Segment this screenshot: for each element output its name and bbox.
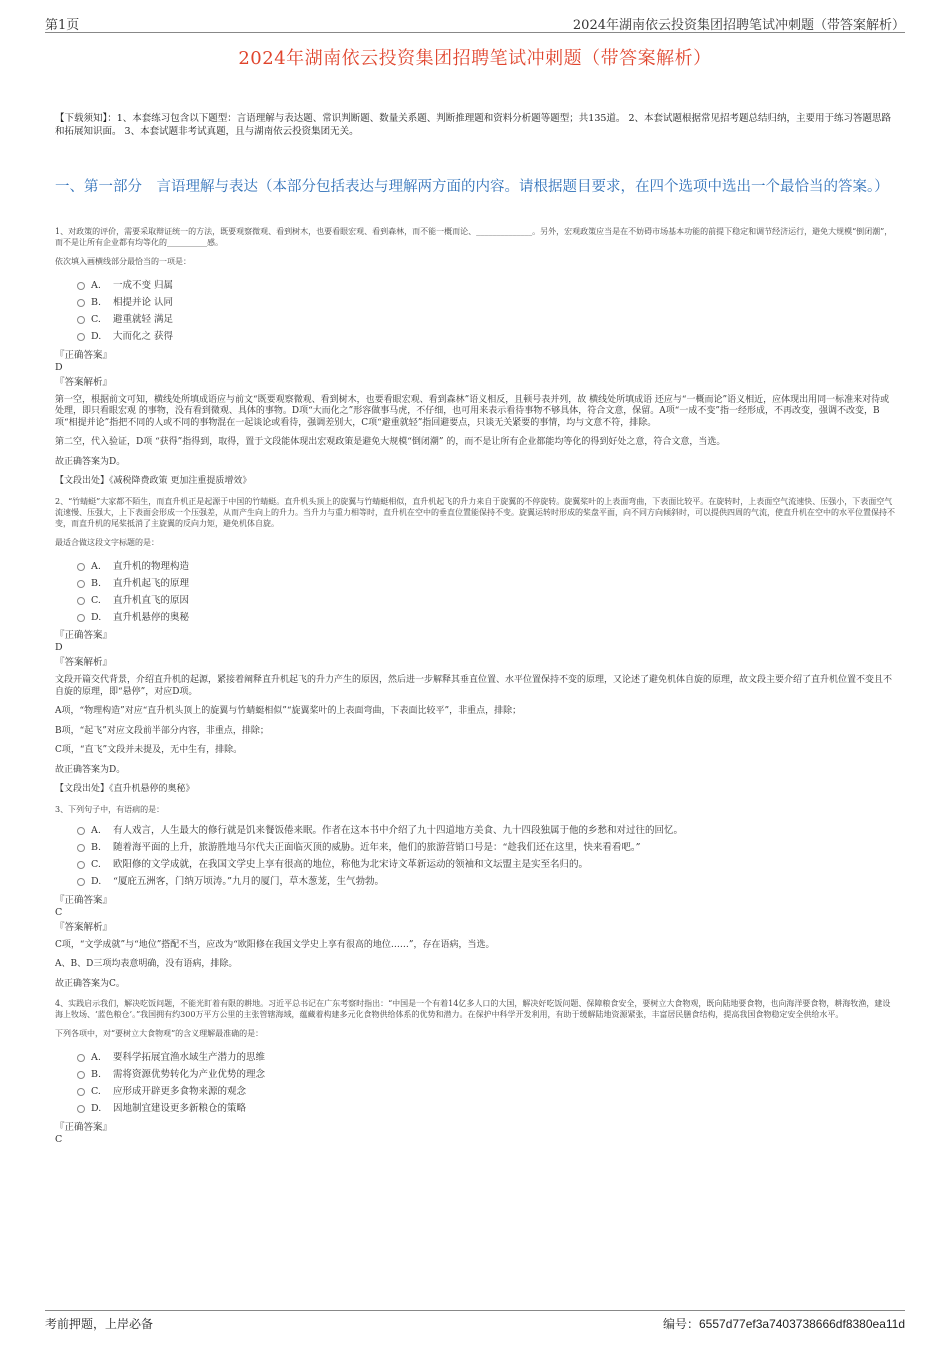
radio-icon[interactable] xyxy=(77,1071,85,1079)
source-note: 【文段出处】《直升机悬停的奥秘》 xyxy=(55,784,195,794)
question-prompt: 依次填入画横线部分最恰当的一项是： xyxy=(55,257,191,266)
answer-value: C xyxy=(55,1133,63,1145)
question-1 xyxy=(55,226,898,488)
radio-icon[interactable] xyxy=(77,878,85,886)
radio-icon[interactable] xyxy=(77,316,85,324)
source-note: 【文段出处】《减税降费政策 更加注重提质增效》 xyxy=(55,476,252,486)
question-2 xyxy=(55,496,898,796)
question-stem: 1、对政策的评价，需要采取辩证统一的方法，既要观察微观、看到树木，也要看眼宏观、看到森林，而不能一概而论、______________。另外，宏观政策应当是在不妨碍市场基本功能的前提下稳定和调节经济运行，避免大规模“倒闭潮”，而不是让所有企业都有均等化的__________感。 xyxy=(55,227,893,247)
analysis-paragraph: C项，“文学成就”与“地位”搭配不当，应改为“欧阳修在我国文学史上享有很高的地位……”，存在语病，当选。 xyxy=(55,939,495,950)
page-footer xyxy=(45,1310,905,1333)
option-a[interactable]: A. 有人戏言，人生最大的修行就是饥来餐饭倦来眠。作者在这本书中介绍了九十四道地方美食、九十四段独属于他的乡愁和对过往的回忆。 xyxy=(77,823,898,840)
analysis-paragraph: 第一空，根据前文可知，横线处所填成语应与前文“既要观察微观、看到树木，也要看眼宏观、看到森林”语义相反，且顿号表并列，故 横线处所填成语 还应与“一概而论”语义相近，应体现出用同一标准来对待或处理，即只看眼宏观 的事物，没有看到微观、具体的事物。D项“大而化之”形容做事马虎，不仔细，也可用来表示看待事物不够具体，符合文意，保留。A项“一成不变”指一经形成，不再改变，强调不改变，B项“相提并论”指把不同的人或不同的事物混在一起谈论或看待，强调差别大，C项“避重就轻”指回避要点，只谈无关紧要的事情，均与文意不符，排除。 xyxy=(55,394,890,428)
option-a[interactable]: A. 一成不变 归属 xyxy=(77,278,898,295)
radio-icon[interactable] xyxy=(77,299,85,307)
question-3 xyxy=(55,804,898,991)
option-list xyxy=(77,558,898,626)
radio-icon[interactable] xyxy=(77,1088,85,1096)
option-list xyxy=(77,278,898,346)
answer-label: 『正确答案』 xyxy=(55,349,113,361)
analysis-paragraph: 故正确答案为D。 xyxy=(55,764,126,775)
analysis-paragraph: 第二空，代入验证，D项 “获得”指得到，取得，置于文段能体现出宏观政策是避免大规模“倒闭潮” 的，而不是让所有企业都能均等化的得到好处之意，符合文意，当选。 xyxy=(55,437,726,447)
option-c[interactable]: C. 欧阳修的文学成就，在我国文学史上享有很高的地位，称他为北宋诗文革新运动的领袖和文坛盟主是实至名归的。 xyxy=(77,857,898,874)
radio-icon[interactable] xyxy=(77,844,85,852)
option-d[interactable]: D. “厦庇五洲客，门纳万顷涛。”九月的厦门，草木葱茏，生气勃勃。 xyxy=(77,874,898,891)
analysis-paragraph: 故正确答案为D。 xyxy=(55,456,126,467)
page-header xyxy=(45,12,905,33)
analysis-paragraph: C项，“直飞”文段并未提及，无中生有，排除。 xyxy=(55,745,243,755)
option-d[interactable]: D. 因地制宜建设更多新粮仓的策略 xyxy=(77,1101,898,1118)
option-c[interactable]: C. 避重就轻 满足 xyxy=(77,312,898,329)
option-d[interactable]: D. 大而化之 获得 xyxy=(77,329,898,346)
analysis-paragraph: B项，“起飞”对应文段前半部分内容，非重点，排除； xyxy=(55,725,269,736)
option-c[interactable]: C. 应形成开辟更多食物来源的观念 xyxy=(77,1084,898,1101)
answer-value: C xyxy=(55,906,63,918)
download-notice: 【下载须知】：1、本套练习包含以下题型：言语理解与表达题、常识判断题、数量关系题、判断推理题和资料分析题等题型；共135道。 2、本套试题根据常见招考题总结归纳，主要用于练习答题思路和拓展知识面。 3、本套试题非考试真题，且与湖南依云投资集团无关。 xyxy=(55,113,891,137)
radio-icon[interactable] xyxy=(77,827,85,835)
analysis-label: 『答案解析』 xyxy=(55,376,113,388)
answer-label: 『正确答案』 xyxy=(55,894,113,906)
option-d[interactable]: D. 直升机悬停的奥秘 xyxy=(77,609,898,626)
answer-value: D xyxy=(55,642,63,653)
analysis-paragraph: 故正确答案为C。 xyxy=(55,978,125,989)
question-4 xyxy=(55,998,898,1146)
question-prompt: 下列各项中，对“要树立大食物观”的含义理解最准确的是： xyxy=(55,1029,264,1038)
section-heading: 一、第一部分 言语理解与表达（本部分包括表达与理解两方面的内容。请根据题目要求，在四个选项中选出一个最恰当的答案。） xyxy=(55,179,889,195)
footer-slogan: 考前押题，上岸必备 xyxy=(45,1317,154,1331)
radio-icon[interactable] xyxy=(77,597,85,605)
option-a[interactable]: A. 要科学拓展宜渔水域生产潜力的思维 xyxy=(77,1050,898,1067)
analysis-paragraph: A、B、D三项均表意明确，没有语病，排除。 xyxy=(55,959,238,969)
radio-icon[interactable] xyxy=(77,580,85,588)
option-b[interactable]: B. 随着海平面的上升，旅游胜地马尔代夫正面临灭顶的威胁。近年来，他们的旅游营销口号是：“趁我们还在这里，快来看看吧。” xyxy=(77,840,898,857)
question-stem: 4、实践启示我们，解决吃饭问题，不能光盯着有限的耕地。习近平总书记在广东考察时指出：“中国是一个有着14亿多人口的大国，解决好吃饭问题、保障粮食安全，要树立大食物观，既向陆地要食物，也向海洋要食物，耕海牧渔，建设海上牧场、‘蓝色粮仓’。”我国拥有约300万平方公里的主张管辖海域，蕴藏着构建多元化食物供给体系的优势和潜力。在保护中科学开发利用，有助于缓解陆地资源紧张，丰富居民膳食结构，提高我国食物稳定安全供给水平。 xyxy=(55,999,891,1019)
radio-icon[interactable] xyxy=(77,1105,85,1113)
option-list xyxy=(77,1050,898,1118)
questions-content xyxy=(55,226,898,1152)
question-prompt: 最适合做这段文字标题的是： xyxy=(55,537,159,547)
answer-label: 『正确答案』 xyxy=(55,1121,113,1133)
option-b[interactable]: B. 直升机起飞的原理 xyxy=(77,575,898,592)
header-doc-name: 2024年湖南依云投资集团招聘笔试冲刺题（带答案解析） xyxy=(572,18,905,33)
document-title: 2024年湖南依云投资集团招聘笔试冲刺题（带答案解析） xyxy=(238,48,712,69)
radio-icon[interactable] xyxy=(77,333,85,341)
document-id: 编号：6557d77ef3a7403738666df8380ea11d xyxy=(663,1317,905,1331)
question-stem: 3、下列句子中，有语病的是： xyxy=(55,804,165,814)
option-list xyxy=(77,823,898,891)
radio-icon[interactable] xyxy=(77,614,85,622)
analysis-paragraph: 文段开篇交代背景，介绍直升机的起源，紧接着阐释直升机起飞的升力产生的原因，然后进一步解释其垂直位置、水平位置保持不变的原理，又论述了避免机体自旋的原理，故文段主要介绍了直升机位置不变且不自旋的原理，即“悬停”，对应D项。 xyxy=(55,675,893,697)
radio-icon[interactable] xyxy=(77,563,85,571)
answer-value: D xyxy=(55,361,63,373)
analysis-paragraph: A项，“物理构造”对应“直升机头顶上的旋翼与竹蜻蜓相似”“旋翼桨叶的上表面弯曲，下表面比较平”，非重点，排除； xyxy=(55,706,522,716)
radio-icon[interactable] xyxy=(77,1054,85,1062)
option-a[interactable]: A. 直升机的物理构造 xyxy=(77,558,898,575)
radio-icon[interactable] xyxy=(77,861,85,869)
page-number: 第1页 xyxy=(45,18,80,33)
answer-label: 『正确答案』 xyxy=(55,630,113,641)
option-c[interactable]: C. 直升机直飞的原因 xyxy=(77,592,898,609)
analysis-label: 『答案解析』 xyxy=(55,921,113,933)
question-stem: 2、“竹蜻蜓”大家都不陌生，而直升机正是起源于中国的竹蜻蜓。直升机头顶上的旋翼与竹蜻蜓相似，直升机起飞的升力来自于旋翼的不停旋转。旋翼桨叶的上表面弯曲，下表面比较平。在旋转时，上表面空气流速快、压强小，下表面空气流速慢、压强大，上下表面会形成一个压强差，从而产生向上的升力。当升力与重力相等时，直升机在空中的垂直位置能保持不变。旋翼运转时形成的桨盘平面，向不同方向倾斜时，可以提供四周的气流，使直升机在空中的水平位置保持不变，而直升机的尾桨抵消了主旋翼的反向力矩，避免机体自旋。 xyxy=(55,496,895,528)
radio-icon[interactable] xyxy=(77,282,85,290)
analysis-label: 『答案解析』 xyxy=(55,657,113,668)
option-b[interactable]: B. 需将资源优势转化为产业优势的理念 xyxy=(77,1067,898,1084)
option-b[interactable]: B. 相提并论 认同 xyxy=(77,295,898,312)
